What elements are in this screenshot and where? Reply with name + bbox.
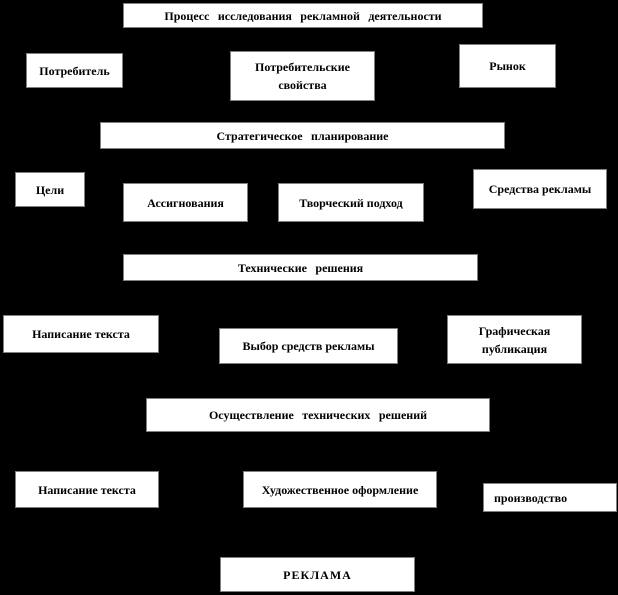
box-graphic-publication-label: публикация xyxy=(481,341,548,356)
box-text-writing-top xyxy=(3,315,159,353)
box-advertising-result xyxy=(220,557,415,592)
box-creative-approach xyxy=(278,183,424,222)
box-appropriations xyxy=(123,183,248,222)
box-graphic-publication-label: Графическая xyxy=(478,323,551,338)
header-implementation xyxy=(146,398,490,432)
box-graphic-publication xyxy=(447,315,582,364)
header-strategic-planning xyxy=(100,122,505,149)
box-consumer-properties xyxy=(230,51,375,101)
box-market xyxy=(459,44,556,88)
box-artistic-design xyxy=(243,471,437,508)
header-strategic-planning-label: Стратегическое планирование xyxy=(216,128,389,143)
box-market-label: Рынок xyxy=(489,59,526,73)
box-consumer xyxy=(26,53,123,88)
box-consumer-label: Потребитель xyxy=(39,63,110,78)
header-process-research-label: Процесс исследования рекламной деятельности xyxy=(164,8,442,23)
header-technical-solutions xyxy=(123,254,478,281)
box-advertising-media-label: Средства рекламы xyxy=(488,182,592,196)
box-media-selection-label: Выбор средств рекламы xyxy=(242,339,375,353)
header-process-research xyxy=(123,3,483,28)
box-production-label: производство xyxy=(494,490,568,505)
header-implementation-label: Осуществление технических решений xyxy=(208,408,428,422)
box-advertising-media xyxy=(473,169,607,209)
box-consumer-properties-label: свойства xyxy=(278,78,327,92)
header-technical-solutions-label: Технические решения xyxy=(237,260,364,275)
box-text-writing-bottom-label: Написание текста xyxy=(38,482,136,497)
box-creative-approach-label: Творческий подход xyxy=(299,195,403,210)
box-appropriations-label: Ассигнования xyxy=(147,195,224,210)
box-production xyxy=(483,483,617,512)
box-consumer-properties-label: Потребительские xyxy=(255,60,350,74)
box-goals xyxy=(15,172,85,207)
box-text-writing-top-label: Написание текста xyxy=(32,327,130,341)
box-goals-label: Цели xyxy=(35,182,65,197)
box-advertising-result-label: РЕКЛАМА xyxy=(283,567,352,582)
box-artistic-design-label: Художественное оформление xyxy=(261,482,419,497)
box-media-selection xyxy=(219,328,398,364)
box-text-writing-bottom xyxy=(15,471,159,508)
